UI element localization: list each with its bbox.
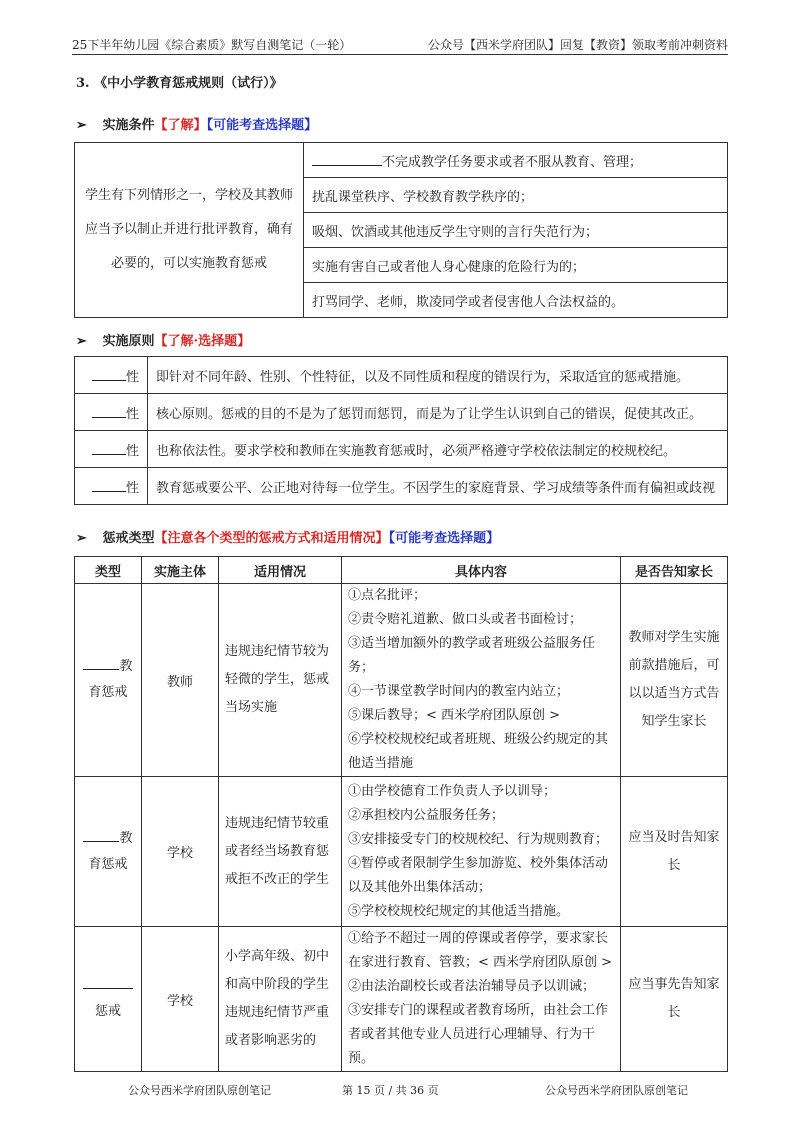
principle-key: 性 (75, 394, 148, 431)
principle-desc: 核心原则。惩戒的目的不是为了惩罚而惩罚，而是为了让学生认识到自己的错误，促使其改正。 (148, 394, 728, 431)
tag-note: 【注意各个类型的惩戒方式和适用情况】 (154, 531, 389, 546)
condition-item: 扰乱课堂秩序、学校教育教学秩序的； (304, 178, 728, 213)
section-title: 3. 《中小学教育惩戒规则（试行）》 (76, 76, 283, 91)
principle-row (75, 431, 728, 468)
condition-item: 实施有害自己或者他人身心健康的危险行为的； (304, 248, 728, 283)
type-cell: 惩戒 (75, 927, 142, 1072)
arrow-icon: ➢ (76, 334, 87, 349)
col-header-subject: 实施主体 (142, 557, 219, 584)
type-cell: 教 育惩戒 (75, 584, 142, 777)
fill-blank (92, 442, 126, 455)
principle-key: 性 (75, 468, 148, 505)
notify-cell: 教师对学生实施前款措施后，可以以适当方式告知学生家长 (621, 584, 728, 777)
table-row (75, 777, 728, 927)
content-cell: ①由学校德育工作负责人予以训导； ②承担校内公益服务任务； ③安排接受专门的校规校纪、行为规则教育； ④暂停或者限制学生参加游览、校外集体活动以及其他外出集体活动； ⑤学校校规校纪规定的其他适当措施。 (342, 777, 621, 927)
case-cell: 违规违纪情节较为轻微的学生，惩戒当场实施 (219, 584, 342, 777)
col-header-notify: 是否告知家长 (621, 557, 728, 584)
fill-blank (312, 153, 382, 166)
principle-desc: 即针对不同年龄、性别、个性特征，以及不同性质和程度的错误行为，采取适宜的惩戒措施。 (148, 357, 728, 394)
table-row (75, 927, 728, 1072)
page-header (72, 34, 728, 55)
arrow-icon: ➢ (76, 118, 87, 133)
tag-multiple-choice: 【可能考查选择题】 (206, 118, 318, 133)
col-header-content: 具体内容 (342, 557, 621, 584)
fill-blank (83, 976, 133, 989)
case-cell: 违规违纪情节较重或者经当场教育惩戒拒不改正的学生 (219, 777, 342, 927)
subject-cell: 教师 (142, 584, 219, 777)
notify-cell: 应当事先告知家长 (621, 927, 728, 1072)
heading-text: 惩戒类型 (102, 531, 155, 546)
case-cell: 小学高年级、初中和高中阶段的学生违规违纪情节严重或者影响恶劣的 (219, 927, 342, 1072)
col-header-type: 类型 (75, 557, 142, 584)
principle-key: 性 (75, 431, 148, 468)
fill-blank (83, 657, 119, 670)
tag-understand: 【了解】 (154, 118, 207, 133)
heading-implementation-principles (76, 330, 250, 349)
footer-right: 公众号西米学府团队原创笔记 (545, 1084, 688, 1097)
principle-desc: 教育惩戒要公平、公正地对待每一位学生。不因学生的家庭背景、学习成绩等条件而有偏袒或歧视 (148, 468, 728, 505)
notify-cell: 应当及时告知家长 (621, 777, 728, 927)
heading-implementation-conditions (76, 114, 317, 133)
conditions-table (74, 142, 728, 318)
principle-row (75, 468, 728, 505)
principle-row (75, 357, 728, 394)
content-cell: ①给予不超过一周的停课或者停学，要求家长在家进行教育、管教；< 西米学府团队原创 > ②由法治副校长或者法治辅导员予以训诫； ③安排专门的课程或者教育场所，由社会工作者或者其他专业人员进行心理辅导、行为干预。 (342, 927, 621, 1072)
condition-item: 打骂同学、老师，欺凌同学或者侵害他人合法权益的。 (304, 283, 728, 318)
subject-cell: 学校 (142, 777, 219, 927)
fill-blank (92, 368, 126, 381)
subject-cell: 学校 (142, 927, 219, 1072)
tag-multiple-choice: 【可能考查选择题】 (388, 531, 500, 546)
arrow-icon: ➢ (76, 531, 87, 546)
table-row (75, 584, 728, 777)
page-number: 第 15 页 / 共 36 页 (342, 1084, 439, 1097)
punishment-types-table (74, 556, 728, 1072)
content-cell: ①点名批评； ②责令赔礼道歉、做口头或者书面检讨； ③适当增加额外的教学或者班级公益服务任务； ④一节课堂教学时间内的教室内站立； ⑤课后教导；< 西米学府团队原创 > ⑥学校校规校纪或者班规、班级公约规定的其他适当措施 (342, 584, 621, 777)
principle-desc: 也称依法性。要求学校和教师在实施教育惩戒时，必须严格遵守学校依法制定的校规校纪。 (148, 431, 728, 468)
header-right: 公众号【西米学府团队】回复【教资】领取考前冲刺资料 (427, 38, 728, 52)
heading-text: 实施条件 (102, 118, 155, 133)
heading-punishment-types (76, 527, 499, 546)
conditions-lead: 学生有下列情形之一，学校及其教师应当予以制止并进行批评教育，确有必要的，可以实施教育惩戒 (75, 143, 304, 318)
tag-understand-choice: 【了解·选择题】 (154, 334, 251, 349)
col-header-case: 适用情况 (219, 557, 342, 584)
condition-item: 不完成教学任务要求或者不服从教育、管理； (304, 143, 728, 178)
principles-table (74, 356, 728, 505)
header-left: 25下半年幼儿园《综合素质》默写自测笔记（一轮） (72, 38, 352, 52)
principle-row (75, 394, 728, 431)
fill-blank (92, 479, 126, 492)
principle-key: 性 (75, 357, 148, 394)
type-cell: 教 育惩戒 (75, 777, 142, 927)
footer-left: 公众号西米学府团队原创笔记 (128, 1084, 271, 1097)
table-header-row (75, 557, 728, 584)
fill-blank (92, 405, 126, 418)
condition-item: 吸烟、饮酒或其他违反学生守则的言行失范行为； (304, 213, 728, 248)
heading-text: 实施原则 (102, 334, 155, 349)
fill-blank (83, 829, 119, 842)
